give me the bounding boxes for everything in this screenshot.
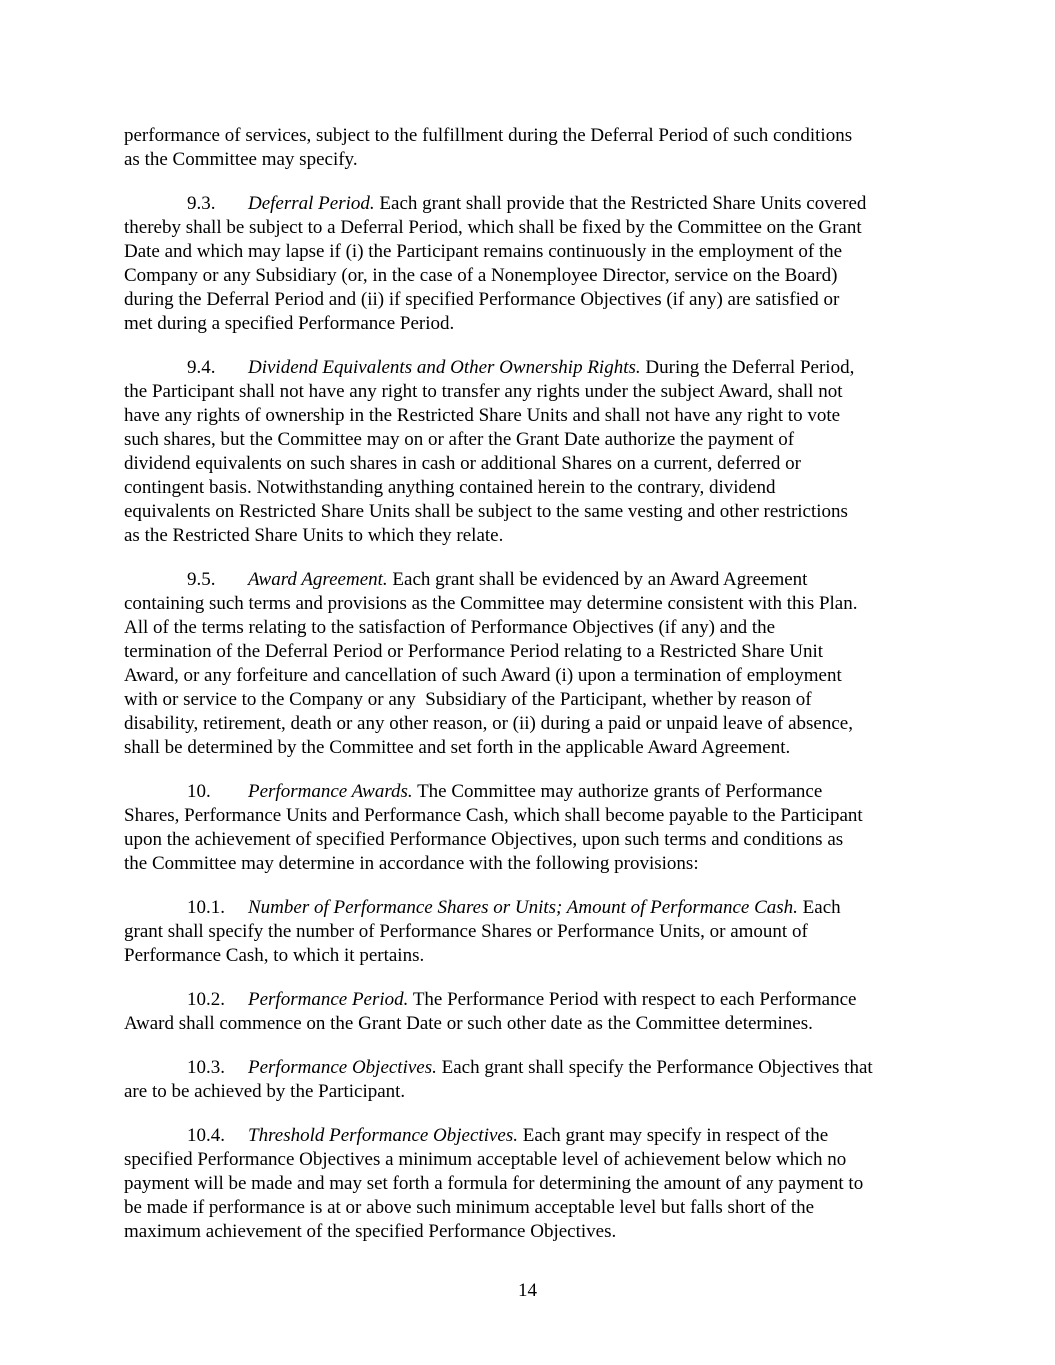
line-text: The Committee may authorize grants of Performance xyxy=(412,781,823,802)
line-text: Each grant shall specify the Performance Objectives that xyxy=(436,1057,873,1078)
line-text: Each grant may specify in respect of the xyxy=(518,1125,829,1146)
section-number: 9.5. xyxy=(187,569,216,590)
line-text: the Committee may determine in accordance with the following provisions: xyxy=(124,853,699,874)
line-text: performance of services, subject to the fulfillment during the Deferral Period of such conditions xyxy=(124,125,853,146)
line-text: disability, retirement, death or any other reason, or (ii) during a paid or unpaid leave of absence, xyxy=(124,713,853,734)
text-line xyxy=(124,240,944,264)
line-text: During the Deferral Period, xyxy=(640,357,855,378)
text-line xyxy=(124,988,944,1012)
line-text: with or service to the Company or any Subsidiary of the Participant, whether by reason of xyxy=(124,689,812,710)
section-title: Number of Performance Shares or Units; Amount of Performance Cash. xyxy=(248,897,798,918)
section-title: Performance Awards. xyxy=(248,781,413,802)
page-number: 14 xyxy=(518,1280,537,1301)
text-line xyxy=(124,288,944,312)
line-text: the Participant shall not have any right to transfer any rights under the subject Award, shall not xyxy=(124,381,843,402)
text-line xyxy=(124,616,944,640)
line-text: upon the achievement of specified Performance Objectives, upon such terms and conditions as xyxy=(124,829,844,850)
text-line xyxy=(124,476,944,500)
text-line xyxy=(124,664,944,688)
text-line xyxy=(124,452,944,476)
section-title: Award Agreement. xyxy=(248,569,388,590)
line-text: containing such terms and provisions as the Committee may determine consistent with this Plan. xyxy=(124,593,858,614)
line-text: The Performance Period with respect to each Performance xyxy=(408,989,857,1010)
paragraph xyxy=(124,780,944,876)
line-text: contingent basis. Notwithstanding anything contained herein to the contrary, dividend xyxy=(124,477,776,498)
line-text: Each grant shall provide that the Restricted Share Units covered xyxy=(374,193,867,214)
text-line xyxy=(124,380,944,404)
text-line xyxy=(124,404,944,428)
text-line xyxy=(124,736,944,760)
section-title: Deferral Period. xyxy=(248,193,375,214)
text-line xyxy=(124,640,944,664)
line-text: met during a specified Performance Period. xyxy=(124,313,455,334)
line-text: maximum achievement of the specified Performance Objectives. xyxy=(124,1221,617,1242)
text-line xyxy=(124,1056,944,1080)
section-number: 10. xyxy=(187,781,211,802)
line-text: equivalents on Restricted Share Units shall be subject to the same vesting and other restrictions xyxy=(124,501,848,522)
paragraph xyxy=(124,356,944,548)
text-line xyxy=(124,804,944,828)
text-line xyxy=(124,1220,944,1244)
text-line xyxy=(124,124,944,148)
section-title: Threshold Performance Objectives. xyxy=(248,1125,518,1146)
text-line xyxy=(124,356,944,380)
text-line xyxy=(124,944,944,968)
text-line xyxy=(124,428,944,452)
text-line xyxy=(124,920,944,944)
paragraph xyxy=(124,1124,944,1244)
section-number: 10.3. xyxy=(187,1057,225,1078)
text-line xyxy=(124,1148,944,1172)
text-line xyxy=(124,852,944,876)
line-text: payment will be made and may set forth a formula for determining the amount of any payment to xyxy=(124,1173,864,1194)
text-line xyxy=(124,568,944,592)
line-text: specified Performance Objectives a minimum acceptable level of achievement below which no xyxy=(124,1149,847,1170)
section-title: Performance Objectives. xyxy=(248,1057,437,1078)
section-number: 9.3. xyxy=(187,193,216,214)
line-text: as the Restricted Share Units to which they relate. xyxy=(124,525,504,546)
text-line xyxy=(124,500,944,524)
line-text: grant shall specify the number of Performance Shares or Performance Units, or amount of xyxy=(124,921,808,942)
text-line xyxy=(124,1080,944,1104)
line-text: Company or any Subsidiary (or, in the case of a Nonemployee Director, service on the Board) xyxy=(124,265,838,286)
text-line xyxy=(124,712,944,736)
section-number: 10.1. xyxy=(187,897,225,918)
line-text: dividend equivalents on such shares in cash or additional Shares on a current, deferred or xyxy=(124,453,801,474)
line-text: have any rights of ownership in the Restricted Share Units and shall not have any right to vote xyxy=(124,405,841,426)
paragraph xyxy=(124,1056,944,1104)
text-line xyxy=(124,524,944,548)
line-text: be made if performance is at or above such minimum acceptable level but falls short of the xyxy=(124,1197,815,1218)
text-line xyxy=(124,148,944,172)
section-number: 10.2. xyxy=(187,989,225,1010)
section-number: 9.4. xyxy=(187,357,216,378)
line-text: Award, or any forfeiture and cancellation of such Award (i) upon a termination of employment xyxy=(124,665,842,686)
line-text: during the Deferral Period and (ii) if specified Performance Objectives (if any) are satisfied or xyxy=(124,289,840,310)
text-line xyxy=(124,1124,944,1148)
text-line xyxy=(124,192,944,216)
text-line xyxy=(124,216,944,240)
section-title: Dividend Equivalents and Other Ownership Rights. xyxy=(248,357,641,378)
section-title: Performance Period. xyxy=(248,989,409,1010)
section-number: 10.4. xyxy=(187,1125,225,1146)
text-line xyxy=(124,1012,944,1036)
line-text: All of the terms relating to the satisfaction of Performance Objectives (if any) and the xyxy=(124,617,776,638)
text-line xyxy=(124,896,944,920)
line-text: Award shall commence on the Grant Date or such other date as the Committee determines. xyxy=(124,1013,813,1034)
line-text: as the Committee may specify. xyxy=(124,149,358,170)
text-line xyxy=(124,592,944,616)
text-line xyxy=(124,688,944,712)
line-text: Shares, Performance Units and Performance Cash, which shall become payable to the Participant xyxy=(124,805,863,826)
text-line xyxy=(124,1172,944,1196)
text-line xyxy=(124,780,944,804)
line-text: thereby shall be subject to a Deferral Period, which shall be fixed by the Committee on the Grant xyxy=(124,217,862,238)
line-text: such shares, but the Committee may on or after the Grant Date authorize the payment of xyxy=(124,429,795,450)
paragraph xyxy=(124,896,944,968)
paragraph xyxy=(124,192,944,336)
text-line xyxy=(124,312,944,336)
paragraph xyxy=(124,124,944,172)
line-text: shall be determined by the Committee and set forth in the applicable Award Agreement. xyxy=(124,737,791,758)
paragraph xyxy=(124,988,944,1036)
line-text: Each xyxy=(797,897,841,918)
paragraph xyxy=(124,568,944,760)
line-text: termination of the Deferral Period or Performance Period relating to a Restricted Share Unit xyxy=(124,641,824,662)
line-text: are to be achieved by the Participant. xyxy=(124,1081,406,1102)
line-text: Each grant shall be evidenced by an Award Agreement xyxy=(387,569,808,590)
text-line xyxy=(124,264,944,288)
line-text: Date and which may lapse if (i) the Participant remains continuously in the employment of the xyxy=(124,241,843,262)
text-line xyxy=(124,828,944,852)
text-line xyxy=(124,1196,944,1220)
line-text: Performance Cash, to which it pertains. xyxy=(124,945,425,966)
document-body xyxy=(124,124,944,1264)
